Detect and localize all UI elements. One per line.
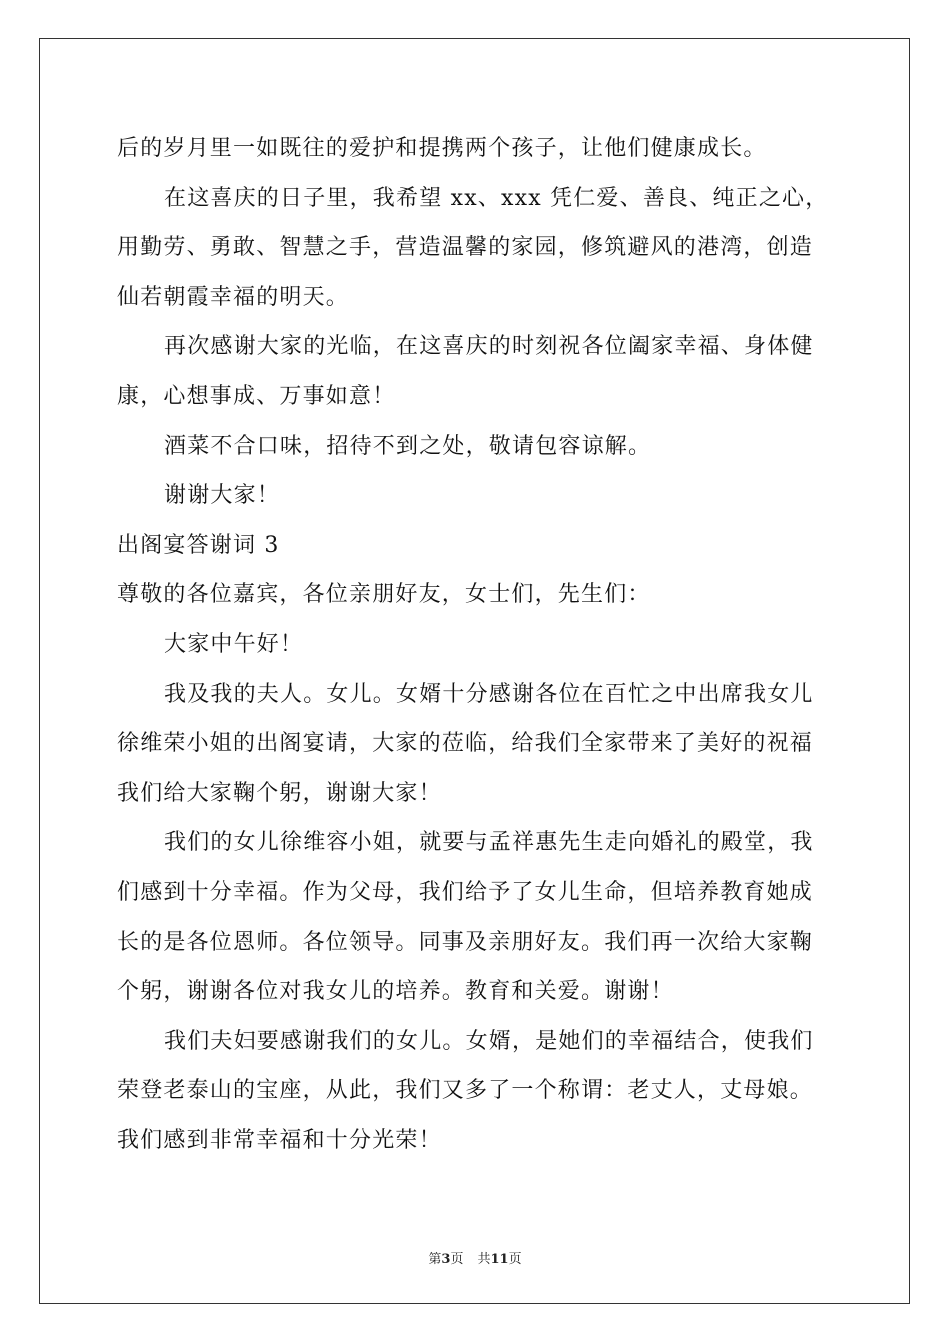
text-line: 长的是各位恩师。各位领导。同事及亲朋好友。我们再一次给大家鞠 <box>117 929 814 955</box>
text-line: 我们给大家鞠个躬，谢谢大家！ <box>117 780 442 806</box>
text-line: 酒菜不合口味，招待不到之处，敬请包容谅解。 <box>164 433 652 459</box>
text-line: 用勤劳、勇敢、智慧之手，营造温馨的家园，修筑避风的港湾，创造 <box>117 235 814 261</box>
text-line: 个躬，谢谢各位对我女儿的培养。教育和关爱。谢谢！ <box>117 979 674 1005</box>
page-number-prefix: 第 <box>428 1252 442 1267</box>
page-footer <box>0 1248 950 1267</box>
text-line: 再次感谢大家的光临，在这喜庆的时刻祝各位阖家幸福、身体健 <box>164 334 814 360</box>
text-line: 我们的女儿徐维容小姐，就要与孟祥惠先生走向婚礼的殿堂，我 <box>164 830 814 856</box>
text-line: 我及我的夫人。女儿。女婿十分感谢各位在百忙之中出席我女儿 <box>164 681 814 707</box>
text-line: 们感到十分幸福。作为父母，我们给予了女儿生命，但培养教育她成 <box>117 879 814 905</box>
page-number-suffix: 页 <box>450 1252 464 1267</box>
text-line: 尊敬的各位嘉宾，各位亲朋好友，女士们，先生们： <box>117 582 651 608</box>
total-pages-suffix: 页 <box>508 1252 522 1267</box>
document-body <box>117 124 837 1165</box>
text-line: 徐维荣小姐的出阁宴请，大家的莅临，给我们全家带来了美好的祝福 <box>117 731 814 757</box>
text-line: 在这喜庆的日子里，我希望 xx、xxx 凭仁爱、善良、纯正之心， <box>164 185 829 211</box>
text-line: 大家中午好！ <box>164 631 304 657</box>
text-line: 我们感到非常幸福和十分光荣！ <box>117 1127 442 1153</box>
text-line: 荣登老泰山的宝座，从此，我们又多了一个称谓：老丈人，丈母娘。 <box>117 1078 814 1104</box>
text-line: 我们夫妇要感谢我们的女儿。女婿，是她们的幸福结合，使我们 <box>164 1028 814 1054</box>
text-line: 康，心想事成、万事如意！ <box>117 383 396 409</box>
page-number: 3 <box>441 1252 451 1267</box>
text-line: 出阁宴答谢词 3 <box>117 532 280 558</box>
total-pages: 11 <box>490 1252 509 1267</box>
text-line: 谢谢大家！ <box>164 483 281 509</box>
text-line: 后的岁月里一如既往的爱护和提携两个孩子，让他们健康成长。 <box>117 136 767 161</box>
total-pages-prefix: 共 <box>477 1252 491 1267</box>
text-line: 仙若朝霞幸福的明天。 <box>117 284 350 310</box>
